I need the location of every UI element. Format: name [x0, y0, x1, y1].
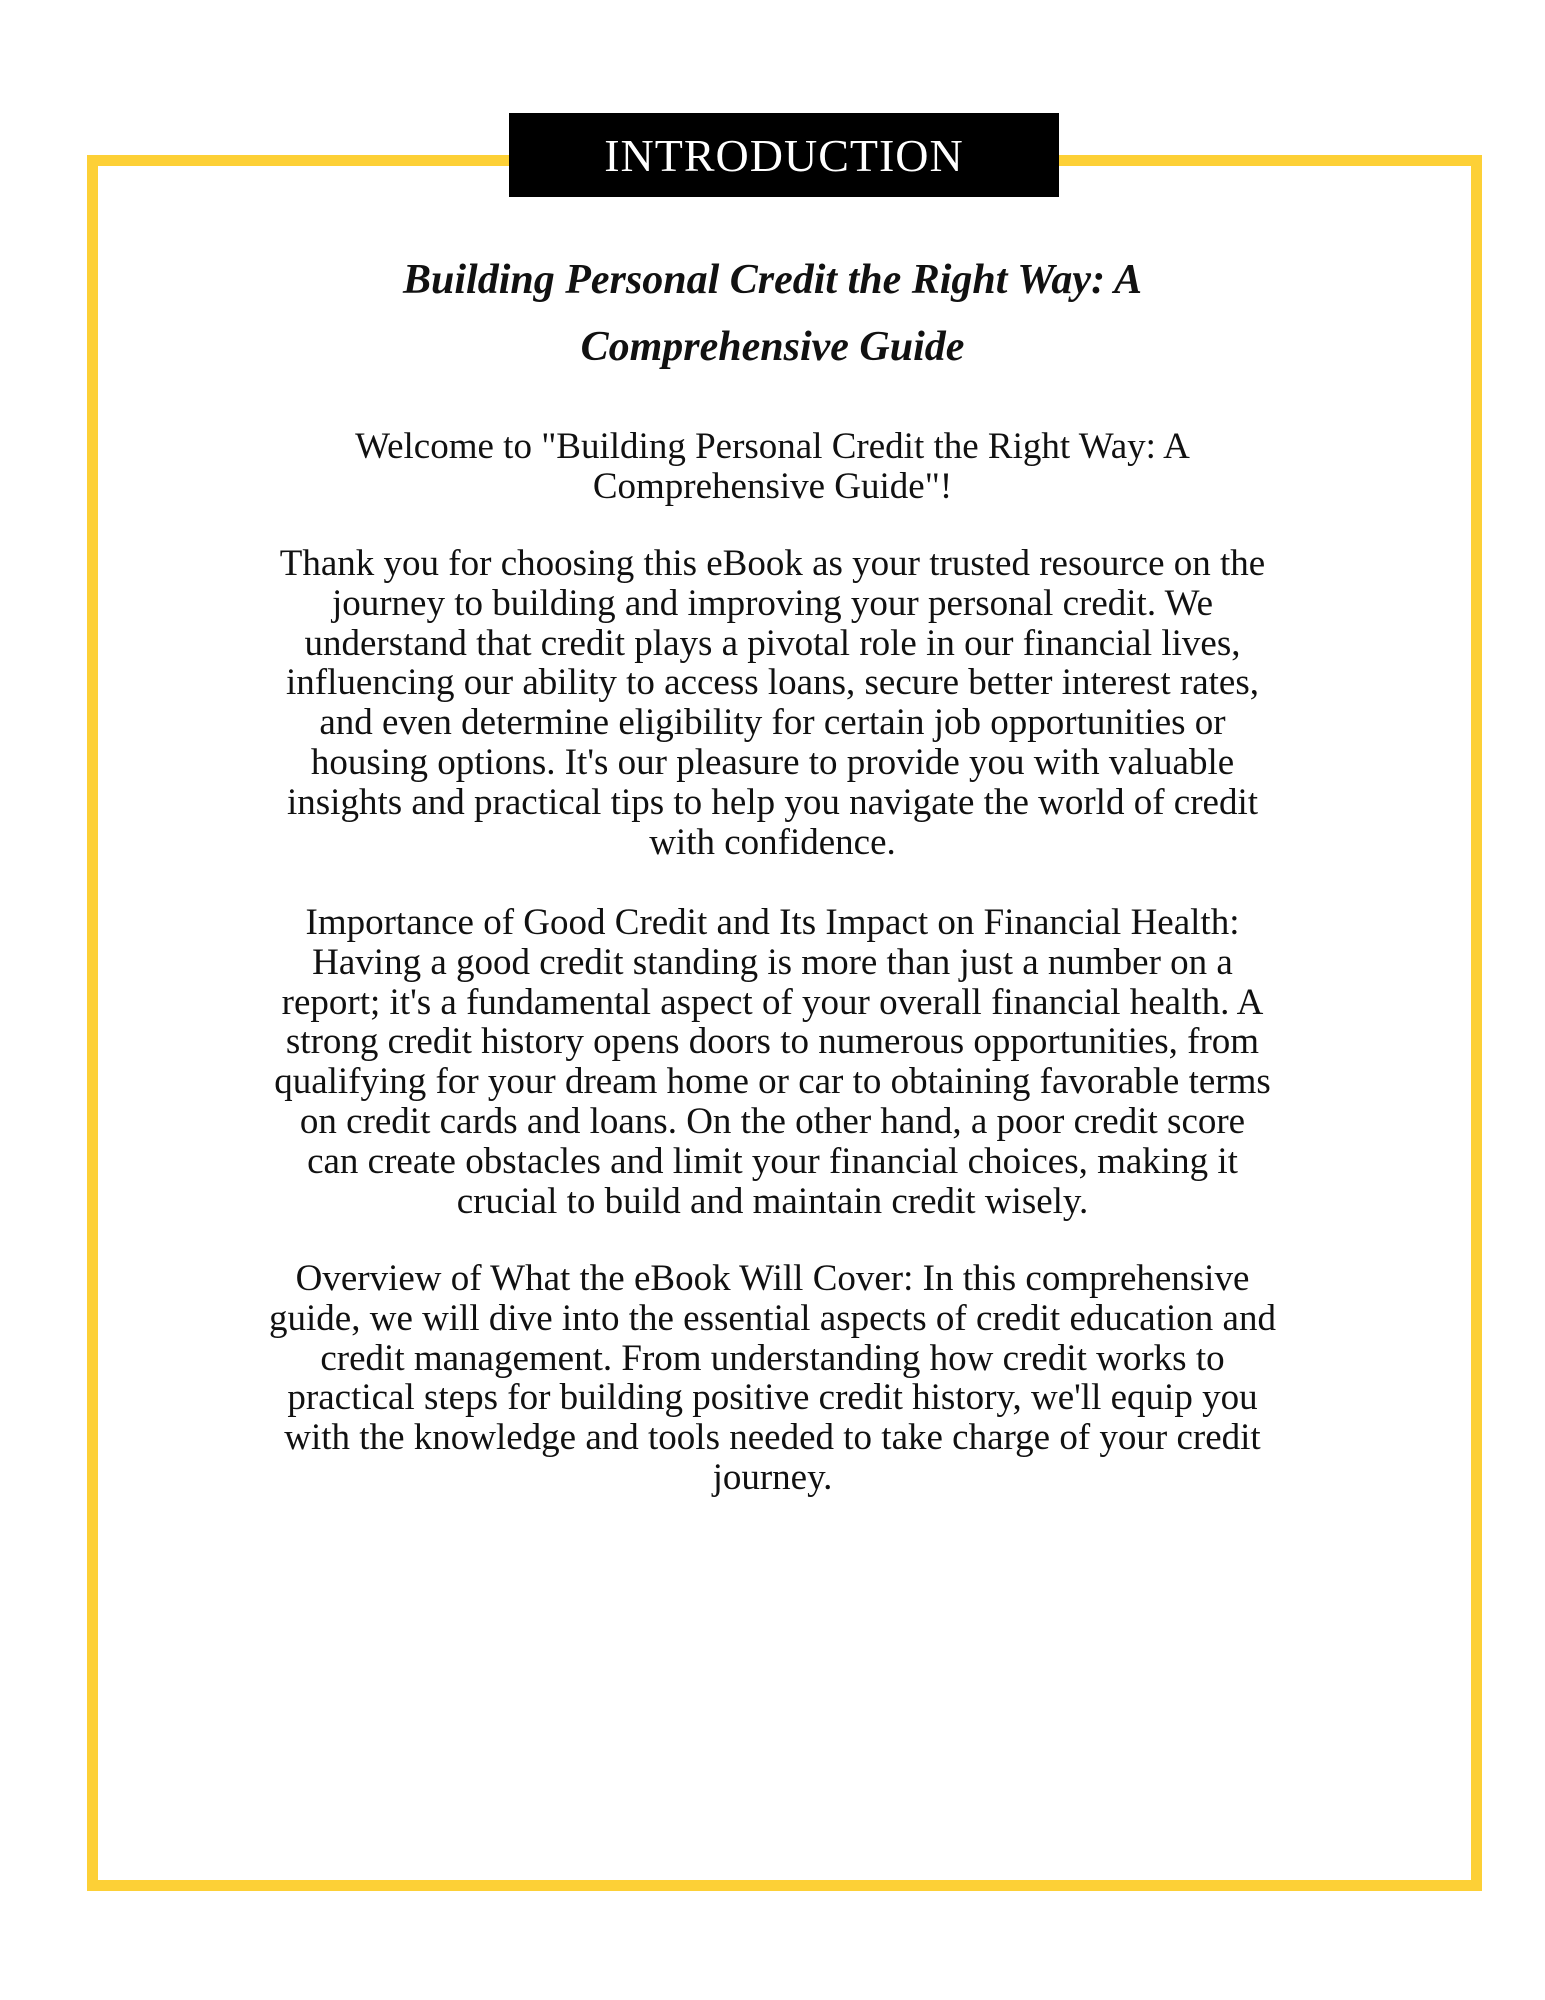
paragraph-line: Comprehensive Guide"!: [592, 465, 953, 507]
welcome-paragraph: [0, 427, 1545, 507]
title-line: Building Personal Credit the Right Way: A: [402, 257, 1143, 303]
thank-you-paragraph: [0, 544, 1545, 862]
page-title: [0, 247, 1545, 381]
paragraph-line: qualifying for your dream home or car to obtaining favorable terms: [274, 1061, 1271, 1103]
paragraph-line: Thank you for choosing this eBook as your trusted resource on the: [279, 543, 1266, 584]
paragraph-line: report; it's a fundamental aspect of your overall financial health. A: [281, 981, 1264, 1023]
section-header-introduction: [509, 113, 1059, 197]
paragraph-line: and even determine eligibility for certain job opportunities or: [319, 702, 1226, 744]
importance-paragraph: [0, 903, 1545, 1221]
paragraph-line: on credit cards and loans. On the other hand, a poor credit score: [299, 1100, 1246, 1142]
paragraph-line: journey.: [712, 1456, 833, 1498]
overview-paragraph: [0, 1259, 1545, 1498]
title-line: Comprehensive Guide: [580, 324, 965, 370]
section-header-label: INTRODUCTION: [604, 129, 964, 181]
paragraph-line: journey to building and improving your personal credit. We: [331, 582, 1214, 624]
paragraph-line: with the knowledge and tools needed to take charge of your credit: [284, 1417, 1261, 1459]
paragraph-line: insights and practical tips to help you navigate the world of credit: [287, 781, 1258, 823]
paragraph-line: can create obstacles and limit your financial choices, making it: [307, 1140, 1238, 1182]
paragraph-line: credit management. From understanding how credit works to: [320, 1337, 1225, 1379]
paragraph-line: crucial to build and maintain credit wisely.: [456, 1180, 1089, 1222]
paragraph-line: with confidence.: [649, 821, 896, 863]
paragraph-line: Importance of Good Credit and Its Impact on Financial Health:: [305, 902, 1240, 943]
paragraph-line: Having a good credit standing is more than just a number on a: [312, 941, 1233, 983]
paragraph-line: housing options. It's our pleasure to provide you with valuable: [310, 741, 1235, 783]
paragraph-line: guide, we will dive into the essential aspects of credit education and: [269, 1297, 1276, 1339]
paragraph-line: influencing our ability to access loans, secure better interest rates,: [286, 662, 1259, 704]
paragraph-line: Overview of What the eBook Will Cover: In this comprehensive: [295, 1258, 1250, 1299]
paragraph-line: strong credit history opens doors to numerous opportunities, from: [285, 1021, 1260, 1063]
paragraph-line: Welcome to "Building Personal Credit the Right Way: A: [355, 426, 1190, 467]
paragraph-line: understand that credit plays a pivotal role in our financial lives,: [304, 622, 1241, 664]
paragraph-line: practical steps for building positive credit history, we'll equip you: [287, 1377, 1258, 1419]
